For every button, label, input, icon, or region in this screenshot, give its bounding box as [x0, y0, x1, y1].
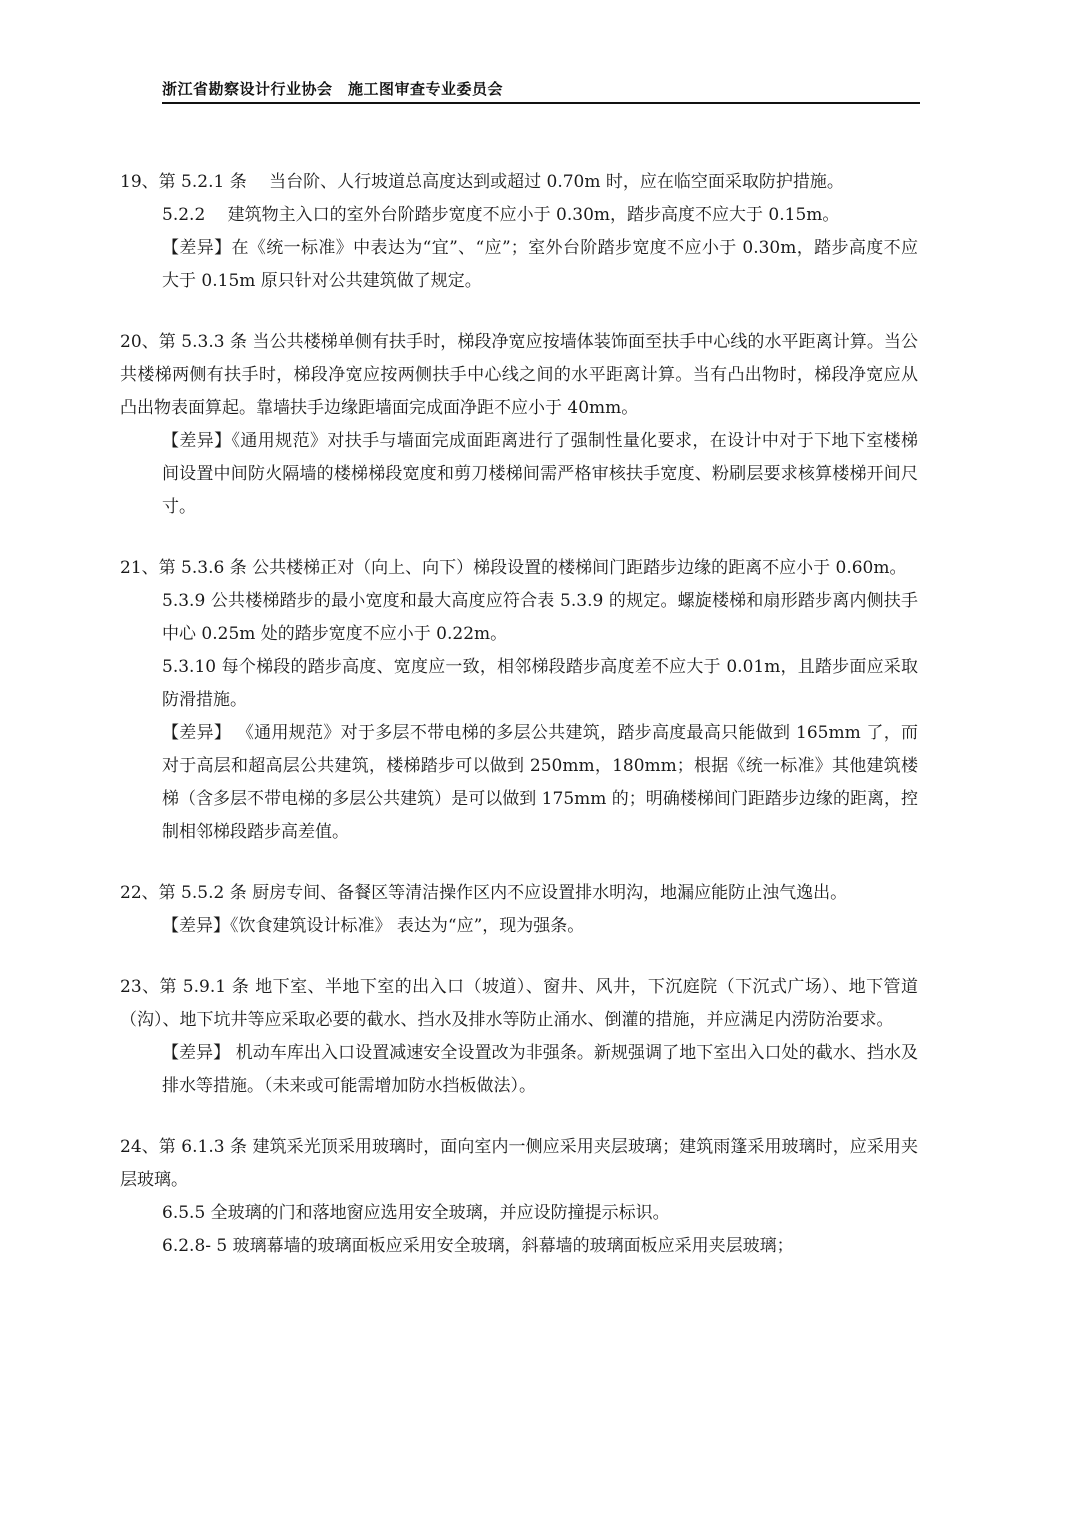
difference-note: 【差异】在《统一标准》中表达为“宜”、“应”；室外台阶踏步宽度不应小于 0.30m，踏步高度不应大于 0.15m 原只针对公共建筑做了规定。 [162, 238, 918, 291]
section-19 [120, 166, 918, 298]
clause-paragraph: 22、第 5.5.2 条 厨房专间、备餐区等清洁操作区内不应设置排水明沟，地漏应能防止浊气逸出。 [120, 883, 848, 903]
page-header [162, 78, 920, 104]
section-20 [120, 326, 918, 524]
difference-note: 【差异】 机动车库出入口设置减速安全设置改为非强条。新规强调了地下室出入口处的截水、挡水及排水等措施。（未来或可能需增加防水挡板做法）。 [162, 1043, 918, 1096]
clause-paragraph: 21、第 5.3.6 条 公共楼梯正对（向上、向下）梯段设置的楼梯间门距踏步边缘的距离不应小于 0.60m。 [120, 558, 907, 578]
section-24 [120, 1131, 918, 1263]
sub-clause-paragraph: 5.3.10 每个梯段的踏步高度、宽度应一致，相邻梯段踏步高度差不应大于 0.01m，且踏步面应采取防滑措施。 [162, 657, 918, 710]
section-21 [120, 552, 918, 849]
sub-clause-paragraph: 5.3.9 公共楼梯踏步的最小宽度和最大高度应符合表 5.3.9 的规定。螺旋楼梯和扇形踏步离内侧扶手中心 0.25m 处的踏步宽度不应小于 0.22m。 [162, 591, 918, 644]
difference-note: 【差异】《通用规范》对扶手与墙面完成面距离进行了强制性量化要求，在设计中对于下地下室楼梯间设置中间防火隔墙的楼梯梯段宽度和剪刀楼梯间需严格审核扶手宽度、粉刷层要求核算楼梯开间尺寸。 [162, 431, 918, 517]
difference-note: 【差异】《饮食建筑设计标准》 表达为“应”，现为强条。 [162, 916, 585, 936]
section-23 [120, 971, 918, 1103]
difference-note: 【差异】 《通用规范》对于多层不带电梯的多层公共建筑，踏步高度最高只能做到 165mm 了，而对于高层和超高层公共建筑，楼梯踏步可以做到 250mm，180mm；根据《统一标准》其他建筑楼梯（含多层不带电梯的多层公共建筑）是可以做到 175mm 的；明确楼梯间门距踏步边缘的距离，控制相邻梯段踏步高差值。 [162, 723, 918, 842]
clause-paragraph: 23、第 5.9.1 条 地下室、半地下室的出入口（坡道）、窗井、风井，下沉庭院（下沉式广场）、地下管道（沟）、地下坑井等应采取必要的截水、挡水及排水等防止涌水、倒灌的措施，并应满足内涝防治要求。 [120, 977, 918, 1030]
document-body [120, 166, 918, 1291]
header-title: 浙江省勘察设计行业协会 施工图审查专业委员会 [162, 80, 504, 98]
sub-clause-paragraph: 6.5.5 全玻璃的门和落地窗应选用安全玻璃，并应设防撞提示标识。 [162, 1203, 670, 1223]
sub-clause-paragraph: 5.2.2 建筑物主入口的室外台阶踏步宽度不应小于 0.30m，踏步高度不应大于 0.15m。 [162, 205, 840, 225]
clause-paragraph: 20、第 5.3.3 条 当公共楼梯单侧有扶手时，梯段净宽应按墙体装饰面至扶手中心线的水平距离计算。当公共楼梯两侧有扶手时，梯段净宽应按两侧扶手中心线之间的水平距离计算。当有凸出物时，梯段净宽应从凸出物表面算起。靠墙扶手边缘距墙面完成面净距不应小于 40mm。 [120, 332, 918, 418]
section-22 [120, 877, 918, 943]
clause-paragraph: 19、第 5.2.1 条 当台阶、人行坡道总高度达到或超过 0.70m 时，应在临空面采取防护措施。 [120, 172, 844, 192]
clause-paragraph: 24、第 6.1.3 条 建筑采光顶采用玻璃时，面向室内一侧应采用夹层玻璃；建筑雨篷采用玻璃时，应采用夹层玻璃。 [120, 1137, 918, 1190]
sub-clause-paragraph: 6.2.8- 5 玻璃幕墙的玻璃面板应采用安全玻璃，斜幕墙的玻璃面板应采用夹层玻璃； [162, 1236, 794, 1256]
